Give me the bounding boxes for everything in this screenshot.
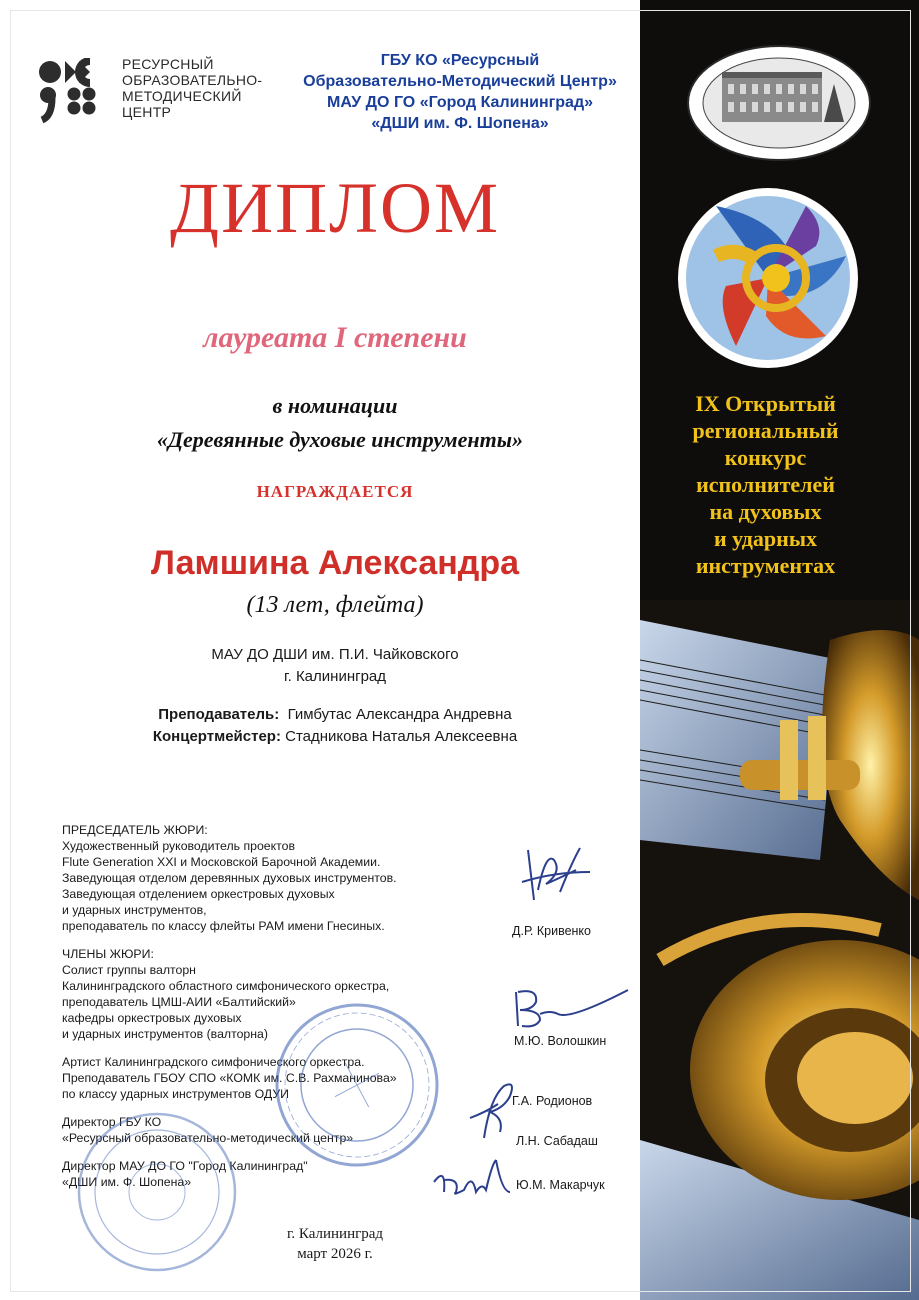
nomination-intro: в номинации [272,393,398,418]
diploma-title: ДИПЛОМ [170,168,500,248]
left-org-line-1: РЕСУРСНЫЙ [122,56,214,72]
signature-name-1: Д.Р. Кривенко [512,924,591,938]
signature-voloshkin-icon [510,984,630,1030]
header-line-1: ГБУ КО «Ресурсный [380,52,540,69]
jury-member-line: Калининградского областного симфонического оркестра, [62,979,390,993]
left-org-line-3: МЕТОДИЧЕСКИЙ [122,88,242,104]
resource-center-logo-icon [38,58,108,128]
signature-rodionov-icon [464,1078,520,1142]
contest-line: конкурс [724,445,807,470]
school-city: г. Калининград [283,668,387,685]
official-stamp-icon [272,1000,442,1170]
contest-line: региональный [692,418,839,443]
jury-chair-line: Художественный руководитель проектов [62,839,296,853]
director1-line: «Ресурсный образовательно-методический центр» [62,1131,354,1145]
header-line-2: Образовательно-Методический Центр» [303,73,617,90]
contest-line: и ударных [713,526,817,551]
brass-instruments-image-icon [640,600,919,1300]
awarded-label: НАГРАЖДАЕТСЯ [256,482,414,501]
jury-member-line: преподаватель ЦМШ-АИИ «Балтийский» [62,995,296,1009]
jury-member-line: ЧЛЕНЫ ЖЮРИ: [62,947,154,961]
jury-member2-line: Артист Калининградского симфонического оркестра. [62,1055,365,1069]
organizers-header [280,50,640,134]
left-org-line-4: ЦЕНТР [122,104,172,120]
jury-chair-line: преподаватель по классу флейты РАМ имени Гнесиных. [62,919,385,933]
jury-member-line: и ударных инструментов (валторна) [62,1027,268,1041]
director2-line: Директор МАУ ДО ГО "Город Калининград" [62,1159,308,1173]
jury-member-line: кафедры оркестровых духовых [62,1011,242,1025]
jury-chair [62,822,462,934]
contest-line: на духовых [709,499,822,524]
teacher-label: Преподаватель: [158,706,280,723]
contest-emblem-icon [676,186,860,370]
jury-chair-line: Flute Generation XXI и Московской Барочной Академии. [62,855,381,869]
jury-chair-line: Заведующая отделом деревянных духовых инструментов. [62,871,397,885]
teacher-row [60,704,610,726]
recipient-name: Ламшина Александра [150,544,520,582]
signature-name-4: Л.Н. Сабадаш [516,1134,598,1148]
accompanist-row [60,726,610,748]
contest-line: IX Открытый [695,391,836,416]
signature-krivenko-icon [516,842,594,914]
jury-member-line: Солист группы валторн [62,963,196,977]
teacher-info [60,704,610,748]
contest-title [658,390,873,579]
jury-member2-line: Преподаватель ГБОУ СПО «КОМК им. С.В. Рахманинова» [62,1071,397,1085]
accompanist-label: Концертмейстер: [152,728,281,745]
signature-name-2: М.Ю. Волошкин [514,1034,607,1048]
jury-chair-line: ПРЕДСЕДАТЕЛЬ ЖЮРИ: [62,823,208,837]
jury-member2-line: по классу ударных инструментов ОДУИ [62,1087,290,1101]
jury-chair-line: Заведующая отделением оркестровых духовых [62,887,335,901]
left-org-line-2: ОБРАЗОВАТЕЛЬНО- [122,72,263,88]
school-info [120,644,550,688]
signature-name-5: Ю.М. Макарчук [516,1178,605,1192]
teacher-name: Гимбутас Александра Андревна [287,706,512,723]
date: март 2026 г. [297,1246,373,1262]
right-decorative-panel [640,0,919,1300]
accompanist-name: Стадникова Наталья Алексеевна [285,728,518,745]
left-organization-name [122,56,262,120]
contest-line: исполнителей [696,472,835,497]
director1-line: Директор ГБУ КО [62,1115,162,1129]
contest-line: инструментах [695,553,836,578]
place-and-date [250,1224,420,1264]
director2-line: «ДШИ им. Ф. Шопена» [62,1175,192,1189]
school-building-emblem-icon [686,44,872,162]
header-line-4: «ДШИ им. Ф. Шопена» [371,115,549,132]
signature-name-3: Г.А. Родионов [512,1094,593,1108]
jury-chair-line: и ударных инструментов, [62,903,207,917]
recipient-age-instrument: (13 лет, флейта) [246,592,424,618]
school-name: МАУ ДО ДШИ им. П.И. Чайковского [211,646,459,663]
signature-makarchuk-icon [426,1152,512,1212]
second-stamp-icon [75,1110,240,1275]
city: г. Калининград [286,1226,384,1242]
nomination-name: «Деревянные духовые инструменты» [157,427,523,452]
laureate-degree: лауреата I степени [203,321,467,354]
header-line-3: МАУ ДО ГО «Город Калининград» [326,94,593,111]
